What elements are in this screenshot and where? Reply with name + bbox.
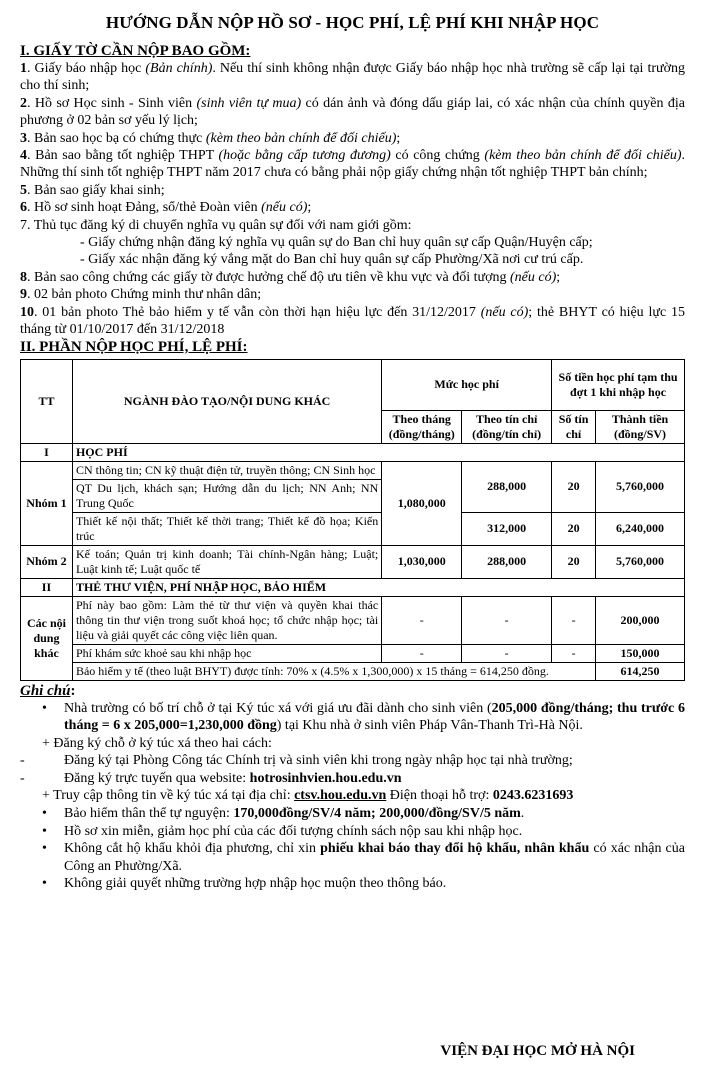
table-row: Bảo hiểm y tế (theo luật BHYT) được tính: 70% x (4.5% x 1,300,000) x 15 tháng = 614,250 đồng. 614,250 [21, 662, 685, 680]
doc-item-7-sub-1: - Giấy chứng nhận đăng ký nghĩa vụ quân sự do Ban chỉ huy quân sự cấp Quận/Huyện cấp; [80, 235, 593, 251]
header-credits: Số tín chỉ [552, 410, 596, 443]
note-household: • Không cắt hộ khẩu khỏi địa phương, chỉ xin phiếu khai báo thay đổi hộ khẩu, nhân khẩu có xác nhận của Công an Phường/Xã. [42, 841, 685, 874]
table-row: Nhóm 2 Kế toán; Quản trị kinh doanh; Tài chính-Ngân hàng; Luật; Luật kinh tế; Luật quốc tế 1,030,000 288,000 20 5,760,000 [21, 545, 685, 578]
doc-item-6: 6. Hồ sơ sinh hoạt Đảng, sổ/thẻ Đoàn viên (nếu có); [20, 200, 312, 216]
doc-item-10: 10. 01 bản photo Thẻ bảo hiểm y tế vẫn còn thời hạn hiệu lực đến 31/12/2017 (nếu có); thẻ BHYT có hiệu lực 15 tháng từ 01/10/2017 đến 31/12/2018 [20, 304, 685, 338]
section1-heading: I. GIẤY TỜ CẦN NỘP BAO GỒM: [20, 43, 251, 59]
note-late-enrollment: • Không giải quyết những trường hợp nhập học muộn theo thông báo. [42, 876, 447, 892]
document-title: HƯỚNG DẪN NỘP HỒ SƠ - HỌC PHÍ, LỆ PHÍ KHI NHẬP HỌC [105, 13, 600, 32]
doc-item-8: 8. Bản sao công chứng các giấy tờ được hưởng chế độ ưu tiên về khu vực và đối tượng (nếu có); [20, 269, 561, 285]
table-header-row [21, 359, 685, 410]
doc-item-1: 1. Giấy báo nhập học (Bản chính). Nếu thí sinh không nhận được Giấy báo nhập học nhà trường sẽ cấp lại tại trường cho thí sinh; [20, 61, 685, 94]
table-row: Thiết kế nội thất; Thiết kế thời trang; Thiết kế đồ họa; Kiến trúc 312,000 20 6,240,000 [21, 512, 685, 545]
fee-table [20, 359, 685, 681]
header-fee-level: Mức học phí [382, 359, 552, 410]
section2-heading: II. PHẦN NỘP HỌC PHÍ, LỆ PHÍ: [20, 338, 248, 355]
bullet-icon: • [42, 806, 47, 822]
doc-item-2: 2. Hồ sơ Học sinh - Sinh viên (sinh viên tự mua) có dán ảnh và đóng dấu giáp lai, có xác nhận của chính quyền địa phương ở 02 bản sơ yếu lý lịch; [20, 95, 685, 129]
notes-section [20, 683, 685, 894]
note-dorm-register: + Đăng ký chỗ ở ký túc xá theo hai cách: [42, 735, 272, 751]
table-row: QT Du lịch, khách sạn; Hướng dẫn du lịch; NN Anh; NN Trung Quốc [21, 479, 685, 512]
header-first-payment: Số tiền học phí tạm thu đợt 1 khi nhập học [552, 359, 685, 410]
note-dorm-online: - Đăng ký trực tuyến qua website: hotrosinhvien.hou.edu.vn [20, 770, 402, 786]
note-dormitory: • Nhà trường có bố trí chỗ ở tại Ký túc xá với giá ưu đãi dành cho sinh viên (205,000 đồng/tháng; thu trước 6 tháng = 6 x 205,000=1,230,000 đồng) tại Khu nhà ở sinh viên Pháp Vân-Thanh Trì-Hà Nội. [42, 700, 685, 734]
table-row: I HỌC PHÍ [21, 443, 685, 461]
note-dorm-office: - Đăng ký tại Phòng Công tác Chính trị và sinh viên khi trong ngày nhập học tại nhà trường; [20, 753, 573, 769]
header-tt: TT [21, 359, 73, 443]
bullet-icon: • [42, 700, 47, 716]
table-row: Các nội dung khác Phí này bao gồm: Làm thẻ từ thư viện và quyền khai thác thông tin thư viện trong suốt khoá học; tổ chức nhập học; tài liệu và giải quyết các công việc liên quan. - - - 200,000 [21, 596, 685, 644]
notes-heading: Ghi chú: [20, 682, 76, 699]
doc-item-4: 4. Bản sao bằng tốt nghiệp THPT (hoặc bằng cấp tương đương) có công chứng (kèm theo bản chính để đối chiếu). Những thí sinh tốt nghiệp THPT năm 2017 chưa có bằng phải nộp giấy chứng nhận tốt nghiệp THPT bản chính; [20, 148, 686, 181]
header-per-credit: Theo tín chỉ (đồng/tín chỉ) [462, 410, 552, 443]
ctsv-link[interactable]: ctsv.hou.edu.vn [294, 788, 387, 804]
doc-item-7-sub-2: - Giấy xác nhận đăng ký vắng mặt do Ban chỉ huy quân sự cấp Phường/Xã nơi cư trú cấp. [80, 252, 584, 268]
note-fee-exemption: • Hồ sơ xin miễn, giảm học phí của các đối tượng chính sách nộp sau khi nhập học. [42, 823, 523, 839]
group-2-label: Nhóm 2 [21, 545, 73, 578]
doc-item-9: 9. 02 bản photo Chứng minh thư nhân dân; [20, 287, 262, 303]
bullet-icon: • [42, 876, 47, 892]
doc-item-5: 5. Bản sao giấy khai sinh; [20, 182, 165, 198]
other-group-label: Các nội dung khác [21, 596, 73, 680]
table-row: Phí khám sức khoẻ sau khi nhập học - - - 150,000 [21, 644, 685, 662]
group-1-label: Nhóm 1 [21, 461, 73, 545]
signature: VIỆN ĐẠI HỌC MỞ HÀ NỘI [440, 1043, 635, 1059]
doc-item-3: 3. Bản sao học bạ có chứng thực (kèm theo bản chính để đối chiếu); [20, 130, 401, 146]
website-link[interactable]: hotrosinhvien.hou.edu.vn [249, 770, 402, 786]
bullet-icon: • [42, 823, 47, 839]
doc-item-7: 7. Thủ tục đăng ký di chuyển nghĩa vụ quân sự đối với nam giới gồm: [20, 217, 412, 233]
header-amount: Thành tiền (đồng/SV) [596, 410, 685, 443]
table-row: Nhóm 1 CN thông tin; CN kỹ thuật điện tử, truyền thông; CN Sinh học 1,080,000 288,000 20 5,760,000 [21, 461, 685, 479]
section-documents [20, 43, 685, 339]
note-dorm-info: + Truy cập thông tin về ký túc xá tại địa chỉ: ctsv.hou.edu.vn Điện thoại hỗ trợ: 0243.6231693 [42, 788, 574, 804]
header-program: NGÀNH ĐÀO TẠO/NỘI DUNG KHÁC [72, 359, 381, 443]
table-row: II THẺ THƯ VIỆN, PHÍ NHẬP HỌC, BẢO HIỂM [21, 578, 685, 596]
bullet-icon: • [42, 841, 47, 857]
header-per-month: Theo tháng (đồng/tháng) [382, 410, 462, 443]
note-insurance: • Bảo hiểm thân thể tự nguyện: 170,000đồng/SV/4 năm; 200,000/đồng/SV/5 năm. [42, 806, 525, 822]
phone-number: 0243.6231693 [492, 788, 574, 804]
section-fees [20, 339, 685, 681]
